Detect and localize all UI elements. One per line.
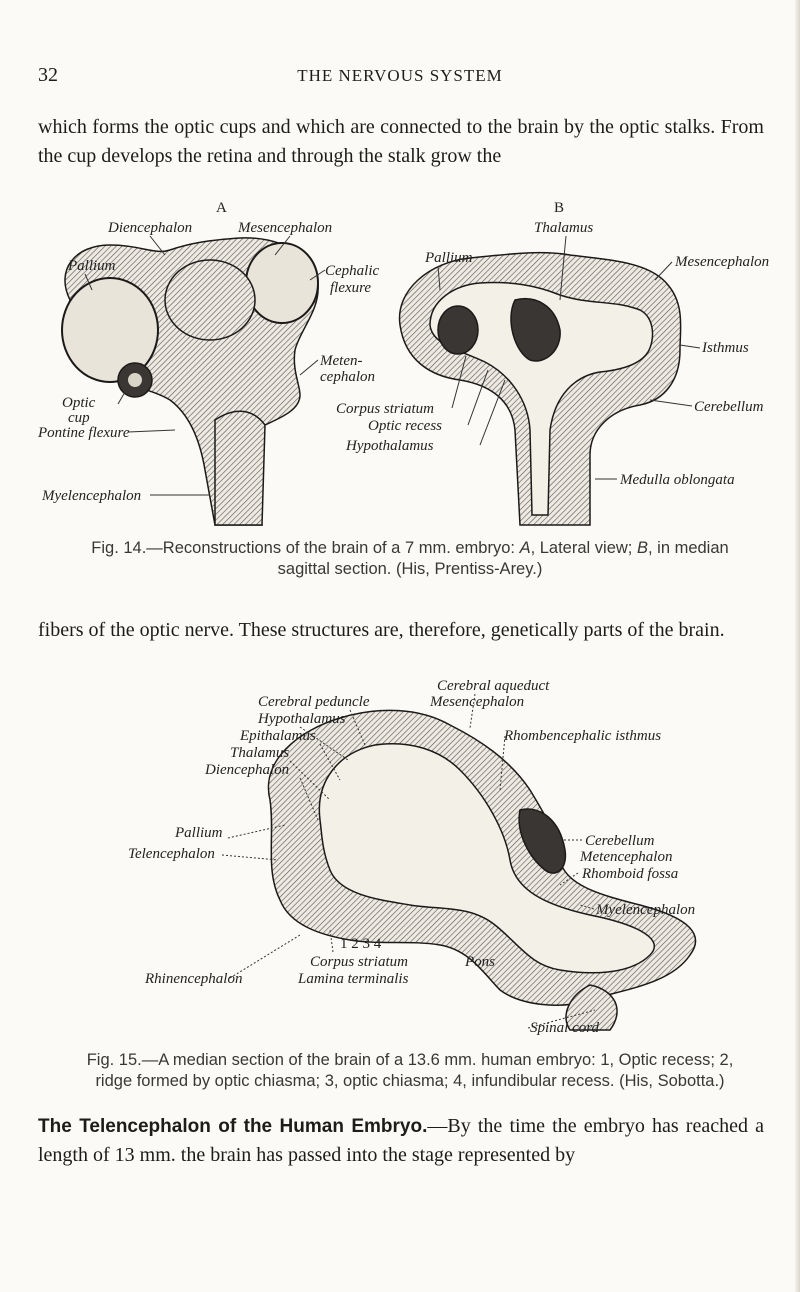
paragraph-3 <box>38 1112 764 1170</box>
label-a-optic-2: cup <box>68 410 90 426</box>
section-runin-heading: The Telencephalon of the Human Embryo. <box>38 1116 428 1137</box>
figure-15-caption: Fig. 15.—A median section of the brain of a 13.6 mm. human embryo: 1, Optic recess; 2, ridge formed by optic chiasma; 3, optic chiasma; 4, infundibular recess. (His, Sobotta.) <box>86 1051 734 1090</box>
label-a-optic-1: Optic <box>62 395 96 411</box>
figure-14-panel-a <box>37 200 379 525</box>
label-b-cerebellum: Cerebellum <box>694 399 764 415</box>
label-rhinencephalon: Rhinencephalon <box>145 971 243 987</box>
label-a-pontine: Pontine flexure <box>38 425 130 441</box>
label-a-meten-2: cephalon <box>320 369 375 385</box>
label-b-medulla: Medulla oblongata <box>620 472 735 488</box>
label-metencephalon: Metencephalon <box>580 849 673 865</box>
label-epithalamus: Epithalamus <box>240 728 316 744</box>
label-myelencephalon: Myelencephalon <box>596 902 696 918</box>
label-a-cephalic-2: flexure <box>330 280 372 296</box>
label-b-mesencephalon: Mesencephalon <box>675 254 770 270</box>
label-pallium: Pallium <box>175 825 223 841</box>
figure-15 <box>0 670 800 1040</box>
corpus-striatum-mass <box>438 306 478 354</box>
label-lamina-terminalis: Lamina terminalis <box>298 971 409 987</box>
label-a-meten-1: Meten- <box>320 353 363 369</box>
mesencephalon-bulge <box>246 243 318 323</box>
label-thalamus: Thalamus <box>230 745 290 761</box>
running-head: THE NERVOUS SYSTEM <box>297 66 503 85</box>
label-b-optic-recess: Optic recess <box>368 418 443 434</box>
label-b-corpus-striatum: Corpus striatum <box>336 401 434 417</box>
page-number: 32 <box>38 64 58 86</box>
label-spinal-cord: Spinal cord <box>530 1020 600 1036</box>
label-a-diencephalon: Diencephalon <box>108 220 193 236</box>
paragraph-1: which forms the optic cups and which are connected to the brain by the optic stalks. From the cup develops the retina and through the stalk grow the <box>38 116 764 167</box>
label-hypothalamus: Hypothalamus <box>258 711 346 727</box>
label-rhombencephalic-isthmus: Rhombencephalic isthmus <box>504 728 662 744</box>
label-b-pallium: Pallium <box>425 250 473 266</box>
page-edge <box>794 0 800 1292</box>
label-diencephalon: Diencephalon <box>205 762 290 778</box>
paragraph-3-text: —By the time the embryo has reached a length of 13 mm. the brain has passed into the stage represented by <box>38 1115 764 1166</box>
label-mesencephalon: Mesencephalon <box>430 694 525 710</box>
hindbrain-column <box>215 411 265 525</box>
label-cerebellum: Cerebellum <box>585 833 655 849</box>
figure-14 <box>0 190 800 535</box>
label-a-myelencephalon: Myelencephalon <box>42 488 142 504</box>
label-a-pallium: Pallium <box>68 258 116 274</box>
label-a-mesencephalon: Mesencephalon <box>238 220 333 236</box>
label-corpus-striatum: Corpus striatum <box>310 954 408 970</box>
label-b-hypothalamus: Hypothalamus <box>346 438 434 454</box>
label-pons: Pons <box>465 954 495 970</box>
paragraph-2: fibers of the optic nerve. These structures are, therefore, genetically parts of the brain. <box>38 619 725 641</box>
label-b-isthmus: Isthmus <box>702 340 749 356</box>
label-cerebral-aqueduct: Cerebral aqueduct <box>437 678 550 694</box>
label-numbers: 1 2 3 4 <box>340 936 382 952</box>
diencephalon-bulge <box>165 260 255 340</box>
figure-14-caption: Fig. 14.—Reconstructions of the brain of a 7 mm. embryo: A, Lateral view; B, in median sagittal section. (His, Prentiss-Arey.) <box>91 539 729 578</box>
label-b-thalamus: Thalamus <box>534 220 594 236</box>
label-cerebral-peduncle: Cerebral peduncle <box>258 694 370 710</box>
optic-cup-lumen <box>128 373 142 387</box>
label-telencephalon: Telencephalon <box>128 846 215 862</box>
label-rhomboid-fossa: Rhomboid fossa <box>582 866 679 882</box>
figure-14-panel-b <box>336 200 769 525</box>
label-a-cephalic-1: Cephalic <box>325 263 380 279</box>
label-a-letter: A <box>216 200 227 216</box>
label-b-letter: B <box>554 200 565 216</box>
